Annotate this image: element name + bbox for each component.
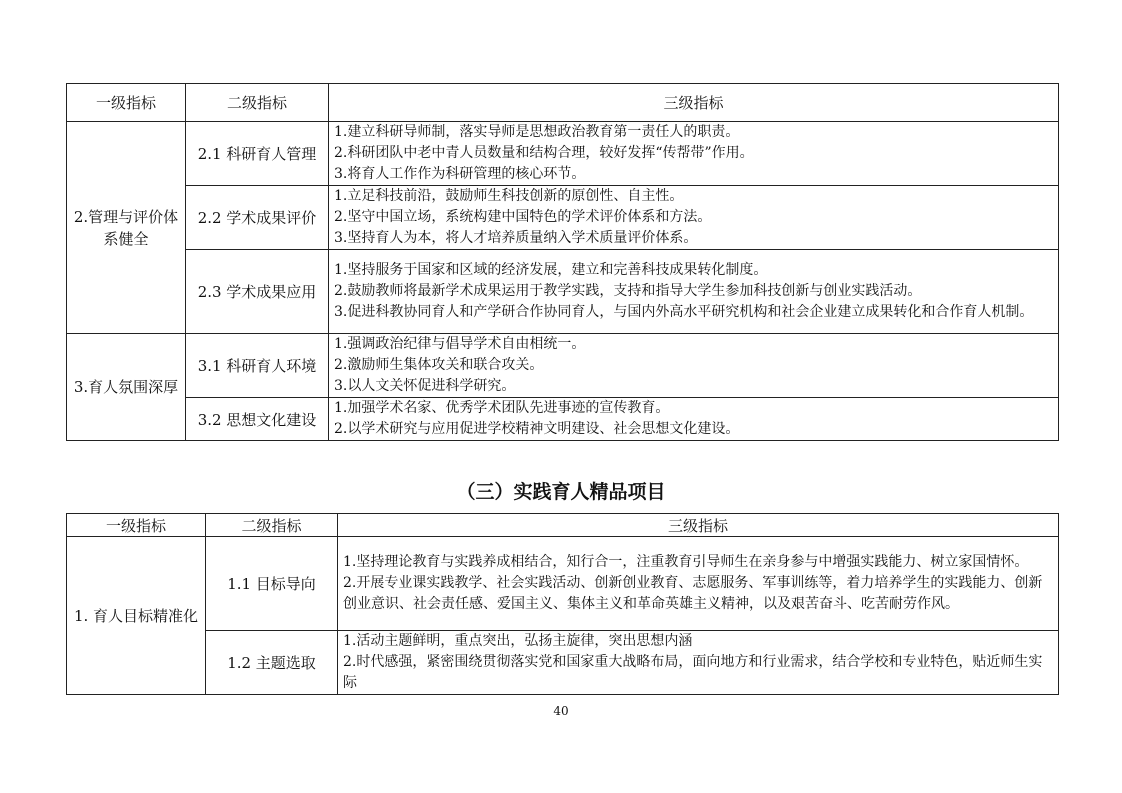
level3-cell <box>329 122 1059 186</box>
item-text: 1.强调政治纪律与倡导学术自由相统一。 <box>334 336 586 352</box>
indicator-table-2 <box>66 513 1059 695</box>
item-text: 2.开展专业课实践教学、社会实践活动、创新创业教育、志愿服务、军事训练等，着力培养学生的实践能力、创新创业意识、社会责任感、爱国主义、集体主义和革命英雄主义精神，以及艰苦奋斗、吃苦耐劳作风。 <box>343 575 1043 612</box>
header-level2: 二级指标 <box>206 514 338 537</box>
level2-cell: 2.3 学术成果应用 <box>186 250 329 334</box>
header-level2: 二级指标 <box>186 84 329 122</box>
level3-cell <box>338 537 1059 631</box>
item-text: 2.以学术研究与应用促进学校精神文明建设、社会思想文化建设。 <box>334 421 740 437</box>
level2-cell: 3.2 思想文化建设 <box>186 398 329 441</box>
table-row <box>67 334 1059 398</box>
table-row <box>67 398 1059 441</box>
item-text: 1.立足科技前沿，鼓励师生科技创新的原创性、自主性。 <box>334 188 684 204</box>
level3-cell <box>338 631 1059 695</box>
level3-cell <box>329 250 1059 334</box>
level2-cell: 2.2 学术成果评价 <box>186 186 329 250</box>
item-text: 2.科研团队中老中青人员数量和结构合理，较好发挥“传帮带”作用。 <box>334 145 754 161</box>
item-text: 1.建立科研导师制，落实导师是思想政治教育第一责任人的职责。 <box>334 124 740 140</box>
table-row <box>67 631 1059 695</box>
level2-cell: 2.1 科研育人管理 <box>186 122 329 186</box>
table-header-row <box>67 514 1059 537</box>
item-text: 3.将育人工作作为科研管理的核心环节。 <box>334 166 586 182</box>
level2-cell: 3.1 科研育人环境 <box>186 334 329 398</box>
item-text: 3.以人文关怀促进科学研究。 <box>334 378 516 394</box>
table-row <box>67 250 1059 334</box>
table-row <box>67 186 1059 250</box>
item-text: 1.坚持理论教育与实践养成相结合，知行合一，注重教育引导师生在亲身参与中增强实践能力、树立家国情怀。 <box>343 554 1029 570</box>
item-text: 1.坚持服务于国家和区域的经济发展，建立和完善科技成果转化制度。 <box>334 262 768 278</box>
item-text: 1.活动主题鲜明，重点突出，弘扬主旋律，突出思想内涵 <box>343 633 693 649</box>
level1-cell: 1. 育人目标精准化 <box>67 537 206 695</box>
item-text: 2.坚守中国立场，系统构建中国特色的学术评价体系和方法。 <box>334 209 712 225</box>
item-text: 3.坚持育人为本，将人才培养质量纳入学术质量评价体系。 <box>334 230 698 246</box>
level3-cell <box>329 398 1059 441</box>
table-header-row <box>67 84 1059 122</box>
level3-cell <box>329 186 1059 250</box>
header-level1: 一级指标 <box>67 84 186 122</box>
level2-cell: 1.1 目标导向 <box>206 537 338 631</box>
item-text: 2.激励师生集体攻关和联合攻关。 <box>334 357 544 373</box>
page-number: 40 <box>553 704 569 718</box>
item-text: 2.时代感强，紧密围绕贯彻落实党和国家重大战略布局，面向地方和行业需求，结合学校和专业特色，贴近师生实际 <box>343 654 1043 691</box>
item-text: 2.鼓励教师将最新学术成果运用于教学实践，支持和指导大学生参加科技创新与创业实践活动。 <box>334 283 922 299</box>
level1-cell: 2.管理与评价体系健全 <box>67 122 186 334</box>
level3-cell <box>329 334 1059 398</box>
level2-cell: 1.2 主题选取 <box>206 631 338 695</box>
indicator-table-1 <box>66 83 1059 441</box>
table-row <box>67 122 1059 186</box>
item-text: 1.加强学术名家、优秀学术团队先进事迹的宣传教育。 <box>334 400 670 416</box>
header-level3: 三级指标 <box>338 514 1059 537</box>
header-level1: 一级指标 <box>67 514 206 537</box>
section-heading: （三）实践育人精品项目 <box>456 481 666 503</box>
header-level3: 三级指标 <box>329 84 1059 122</box>
item-text: 3.促进科教协同育人和产学研合作协同育人，与国内外高水平研究机构和社会企业建立成果转化和合作育人机制。 <box>334 304 1034 320</box>
table-row <box>67 537 1059 631</box>
level1-cell: 3.育人氛围深厚 <box>67 334 186 441</box>
